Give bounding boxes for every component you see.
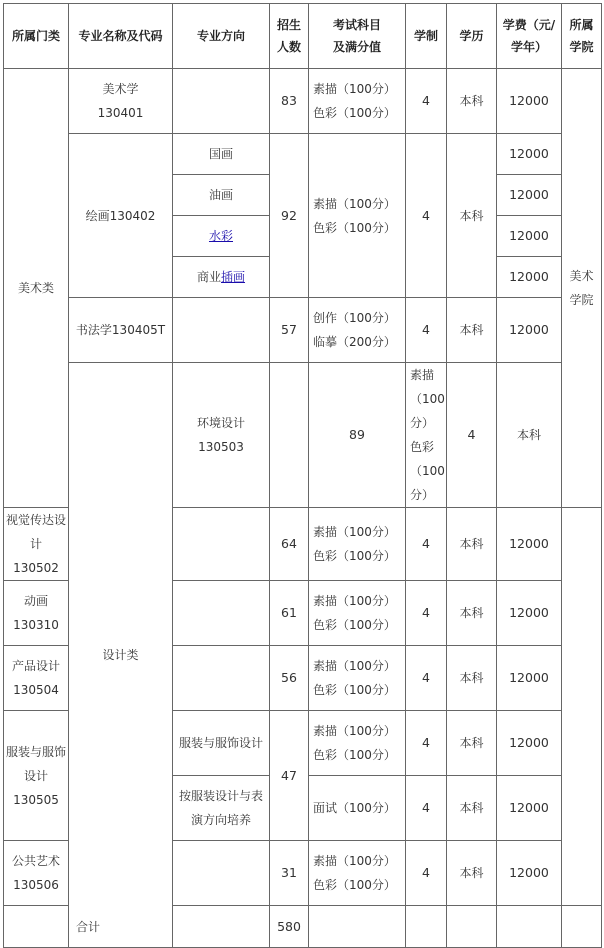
duration: 4 — [406, 711, 447, 776]
degree: 本科 — [447, 646, 497, 711]
major-code: 130401 — [97, 106, 144, 120]
degree: 本科 — [447, 841, 497, 906]
major-name-code: 绘画130402 — [69, 134, 173, 298]
exam-line: 素描（100分） — [313, 82, 396, 96]
direction-cell: 油画 — [173, 175, 270, 216]
tuition: 12000 — [497, 711, 562, 776]
total-label: 合计 — [4, 906, 173, 948]
tuition: 12000 — [497, 646, 562, 711]
exam-line: 素描（100分） — [313, 724, 396, 738]
table-row — [4, 363, 602, 508]
duration: 4 — [406, 841, 447, 906]
major-name-code — [69, 69, 173, 134]
total-enroll: 580 — [270, 906, 309, 948]
header-tuition-line1: 学费（元/ — [502, 18, 556, 32]
degree: 本科 — [447, 134, 497, 298]
major-name-code — [4, 711, 69, 841]
direction-cell — [173, 508, 270, 581]
direction-cell: 国画 — [173, 134, 270, 175]
direction-cell — [173, 776, 270, 841]
direction-link-illustration[interactable]: 插画 — [221, 270, 246, 284]
major-name-code: 环境设计130503 — [173, 363, 270, 508]
header-tuition — [497, 4, 562, 69]
exam-line: 色彩（100分） — [313, 683, 396, 697]
tuition: 12000 — [497, 581, 562, 646]
tuition: 12000 — [497, 69, 562, 134]
direction-cell — [270, 363, 309, 508]
enroll-count: 64 — [270, 508, 309, 581]
tuition: 12000 — [497, 508, 562, 581]
direction-cell — [173, 581, 270, 646]
header-college-line2: 学院 — [569, 40, 594, 54]
header-enroll-line1: 招生 — [276, 18, 301, 32]
direction-cell — [173, 841, 270, 906]
header-college-line1: 所属 — [569, 18, 594, 32]
total-empty — [447, 906, 497, 948]
enroll-count: 89 — [309, 363, 406, 508]
degree: 本科 — [447, 581, 497, 646]
exam-subjects — [309, 841, 406, 906]
major-name-code: 动画130310 — [4, 581, 69, 646]
enrollment-table — [3, 3, 602, 948]
direction-cell: 服装与服饰设计 — [173, 711, 270, 776]
tuition: 12000 — [497, 175, 562, 216]
exam-line: 色彩（100分） — [313, 878, 396, 892]
major-name: 视觉传达设计 — [6, 513, 67, 551]
college-art-line2: 学院 — [569, 293, 594, 307]
enroll-count: 31 — [270, 841, 309, 906]
duration: 4 — [406, 508, 447, 581]
exam-line: 色彩（100分） — [313, 220, 396, 235]
exam-subjects — [309, 298, 406, 363]
exam-subjects: 面试（100分） — [309, 776, 406, 841]
enroll-count: 47 — [270, 711, 309, 841]
major-name: 美术学 — [102, 82, 139, 96]
exam-line: 创作（100分） — [313, 311, 396, 325]
table-row — [4, 298, 602, 363]
exam-subjects — [309, 69, 406, 134]
total-empty — [497, 906, 562, 948]
total-row — [4, 906, 602, 948]
direction-line: 按服装设计与表 — [178, 789, 263, 803]
direction-cell — [173, 298, 270, 363]
duration: 4 — [406, 69, 447, 134]
duration: 4 — [406, 298, 447, 363]
major-name-code — [4, 508, 69, 581]
total-empty — [562, 906, 602, 948]
enroll-count: 83 — [270, 69, 309, 134]
tuition: 12000 — [497, 298, 562, 363]
exam-line: 色彩（100分） — [313, 106, 396, 120]
header-college — [562, 4, 602, 69]
degree: 本科 — [447, 776, 497, 841]
header-direction: 专业方向 — [173, 4, 270, 69]
direction-cell — [173, 69, 270, 134]
direction-link-watercolor[interactable]: 水彩 — [208, 229, 233, 243]
major-code: 130502 — [13, 561, 59, 575]
duration: 4 — [406, 581, 447, 646]
total-empty — [309, 906, 406, 948]
total-empty — [406, 906, 447, 948]
major-name-code: 产品设计130504 — [4, 646, 69, 711]
college-art-line1: 美术 — [569, 269, 594, 283]
table-row — [4, 134, 602, 175]
exam-line: 素描（100分） — [410, 368, 445, 430]
header-tuition-line2: 学年） — [510, 40, 547, 54]
header-enroll-line2: 人数 — [276, 40, 301, 54]
direction-cell — [173, 646, 270, 711]
enroll-count: 92 — [270, 134, 309, 298]
category-art: 美术类 — [4, 69, 69, 508]
degree: 本科 — [447, 508, 497, 581]
degree: 本科 — [497, 363, 562, 508]
degree: 本科 — [447, 298, 497, 363]
enroll-count: 56 — [270, 646, 309, 711]
header-exam — [309, 4, 406, 69]
header-exam-line1: 考试科目 — [332, 18, 381, 32]
exam-subjects — [309, 646, 406, 711]
major-name-code: 书法学130405T — [69, 298, 173, 363]
exam-subjects — [309, 711, 406, 776]
exam-subjects — [309, 134, 406, 298]
table-row — [4, 69, 602, 134]
exam-line: 色彩（100分） — [313, 549, 396, 563]
header-category: 所属门类 — [4, 4, 69, 69]
exam-line: 色彩（100分） — [313, 618, 396, 632]
degree: 本科 — [447, 711, 497, 776]
major-name-code: 公共艺术130506 — [4, 841, 69, 906]
tuition: 12000 — [497, 776, 562, 841]
direction-cell — [173, 216, 270, 257]
tuition: 12000 — [497, 257, 562, 298]
header-row — [4, 4, 602, 69]
enroll-count: 61 — [270, 581, 309, 646]
exam-line: 素描（100分） — [313, 196, 396, 211]
major-code: 130505 — [13, 792, 59, 807]
header-enroll — [270, 4, 309, 69]
exam-line: 素描（100分） — [313, 659, 396, 673]
enroll-count: 57 — [270, 298, 309, 363]
exam-line: 素描（100分） — [313, 594, 396, 608]
category-design: 设计类 — [69, 363, 173, 948]
tuition: 12000 — [497, 134, 562, 175]
header-duration: 学制 — [406, 4, 447, 69]
exam-line: 色彩（100分） — [313, 748, 396, 762]
exam-line: 素描（100分） — [313, 525, 396, 539]
direction-cell — [173, 257, 270, 298]
total-empty — [173, 906, 270, 948]
exam-subjects — [406, 363, 447, 508]
duration: 4 — [447, 363, 497, 508]
tuition: 12000 — [497, 216, 562, 257]
duration: 4 — [406, 646, 447, 711]
direction-text-commercial: 商业 — [196, 270, 221, 284]
exam-line: 临摹（200分） — [313, 335, 396, 349]
major-name: 服装与服饰设计 — [6, 744, 67, 783]
tuition: 12000 — [497, 841, 562, 906]
exam-subjects — [309, 581, 406, 646]
direction-line: 演方向培养 — [190, 813, 251, 827]
header-degree: 学历 — [447, 4, 497, 69]
college-art — [562, 69, 602, 508]
duration: 4 — [406, 134, 447, 298]
exam-line: 色彩（100分） — [410, 440, 445, 502]
exam-line: 素描（100分） — [313, 854, 396, 868]
header-major-name-code: 专业名称及代码 — [69, 4, 173, 69]
header-exam-line2: 及满分值 — [332, 40, 381, 54]
exam-subjects — [309, 508, 406, 581]
duration: 4 — [406, 776, 447, 841]
degree: 本科 — [447, 69, 497, 134]
